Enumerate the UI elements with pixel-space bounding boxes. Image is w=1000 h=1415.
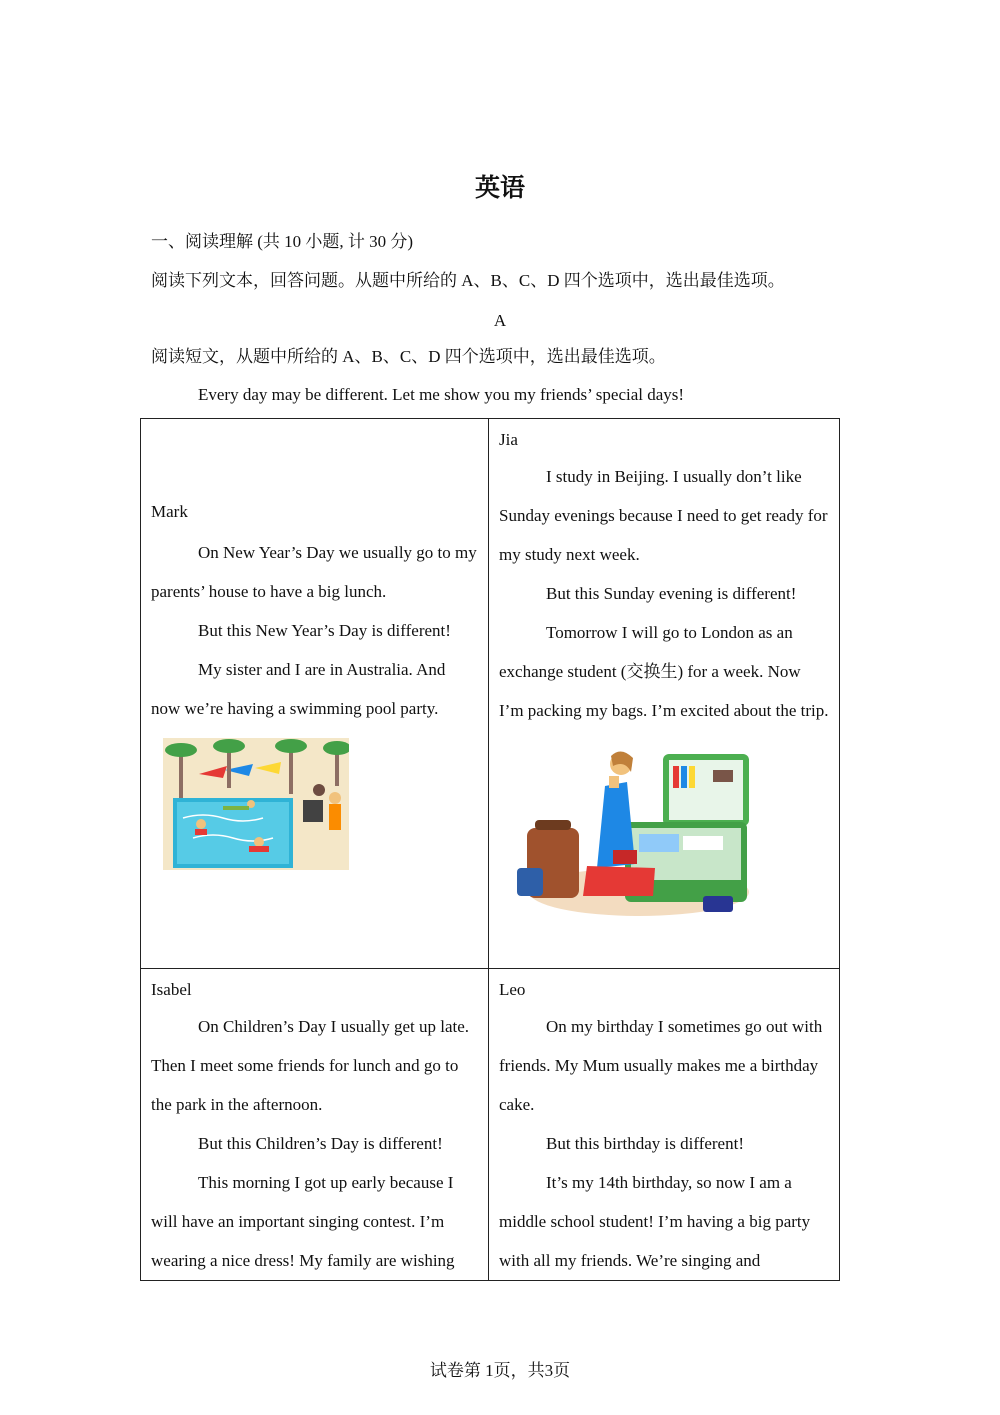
card-paragraph: It’s my 14th birthday, so now I am a middle school student! I’m having a big party with all my friends. We’re singing and [499, 1173, 811, 1270]
pool-party-illustration [163, 738, 349, 870]
card-paragraph: On New Year’s Day we usually go to my parents’ house to have a big lunch. [151, 543, 477, 601]
friends-table [140, 418, 840, 1281]
card-paragraph: My sister and I are in Australia. And now we’re having a swimming pool party. [151, 660, 446, 718]
card-paragraph: On my birthday I sometimes go out with friends. My Mum usually makes me a birthday cake. [499, 1017, 823, 1114]
card-name: Jia [499, 430, 518, 449]
card-jia [489, 419, 840, 969]
card-leo [489, 969, 840, 1281]
table-row [141, 419, 840, 969]
passage-label: A [493, 311, 507, 330]
passage-instruction: 阅读短文，从题中所给的 A、B、C、D 四个选项中，选出最佳选项。 [151, 347, 666, 366]
card-paragraph: I study in Beijing. I usually don’t like Sunday evenings because I need to get ready for my study next week. [499, 467, 828, 564]
card-paragraph: This morning I got up early because I will have an important singing contest. I’m wearing a nice dress! My family are wishing [151, 1173, 455, 1270]
card-name: Isabel [151, 980, 192, 999]
page-footer: 试卷第 1页，共3页 [429, 1361, 571, 1380]
packing-suitcase-illustration [513, 746, 749, 918]
page-title: 英语 [474, 173, 525, 202]
card-paragraph: On Children’s Day I usually get up late. Then I meet some friends for lunch and go to the park in the afternoon. [151, 1017, 470, 1114]
card-paragraph: But this birthday is different! [546, 1134, 744, 1153]
section-heading: 一、阅读理解 (共 10 小题, 计 30 分) [151, 232, 414, 251]
section-instruction: 阅读下列文本，回答问题。从题中所给的 A、B、C、D 四个选项中，选出最佳选项。 [151, 271, 785, 290]
table-row [141, 969, 840, 1281]
card-name: Mark [151, 502, 188, 521]
card-isabel [141, 969, 489, 1281]
card-paragraph: But this New Year’s Day is different! [198, 621, 451, 640]
card-paragraph: But this Sunday evening is different! [546, 584, 797, 603]
card-name: Leo [499, 980, 526, 999]
card-mark [141, 419, 489, 969]
card-paragraph: But this Children’s Day is different! [198, 1134, 443, 1153]
card-paragraph: Tomorrow I will go to London as an exchange student (交换生) for a week. Now I’m packing my bags. I’m excited about the trip. [499, 623, 829, 720]
passage-intro: Every day may be different. Let me show you my friends’ special days! [198, 385, 685, 404]
